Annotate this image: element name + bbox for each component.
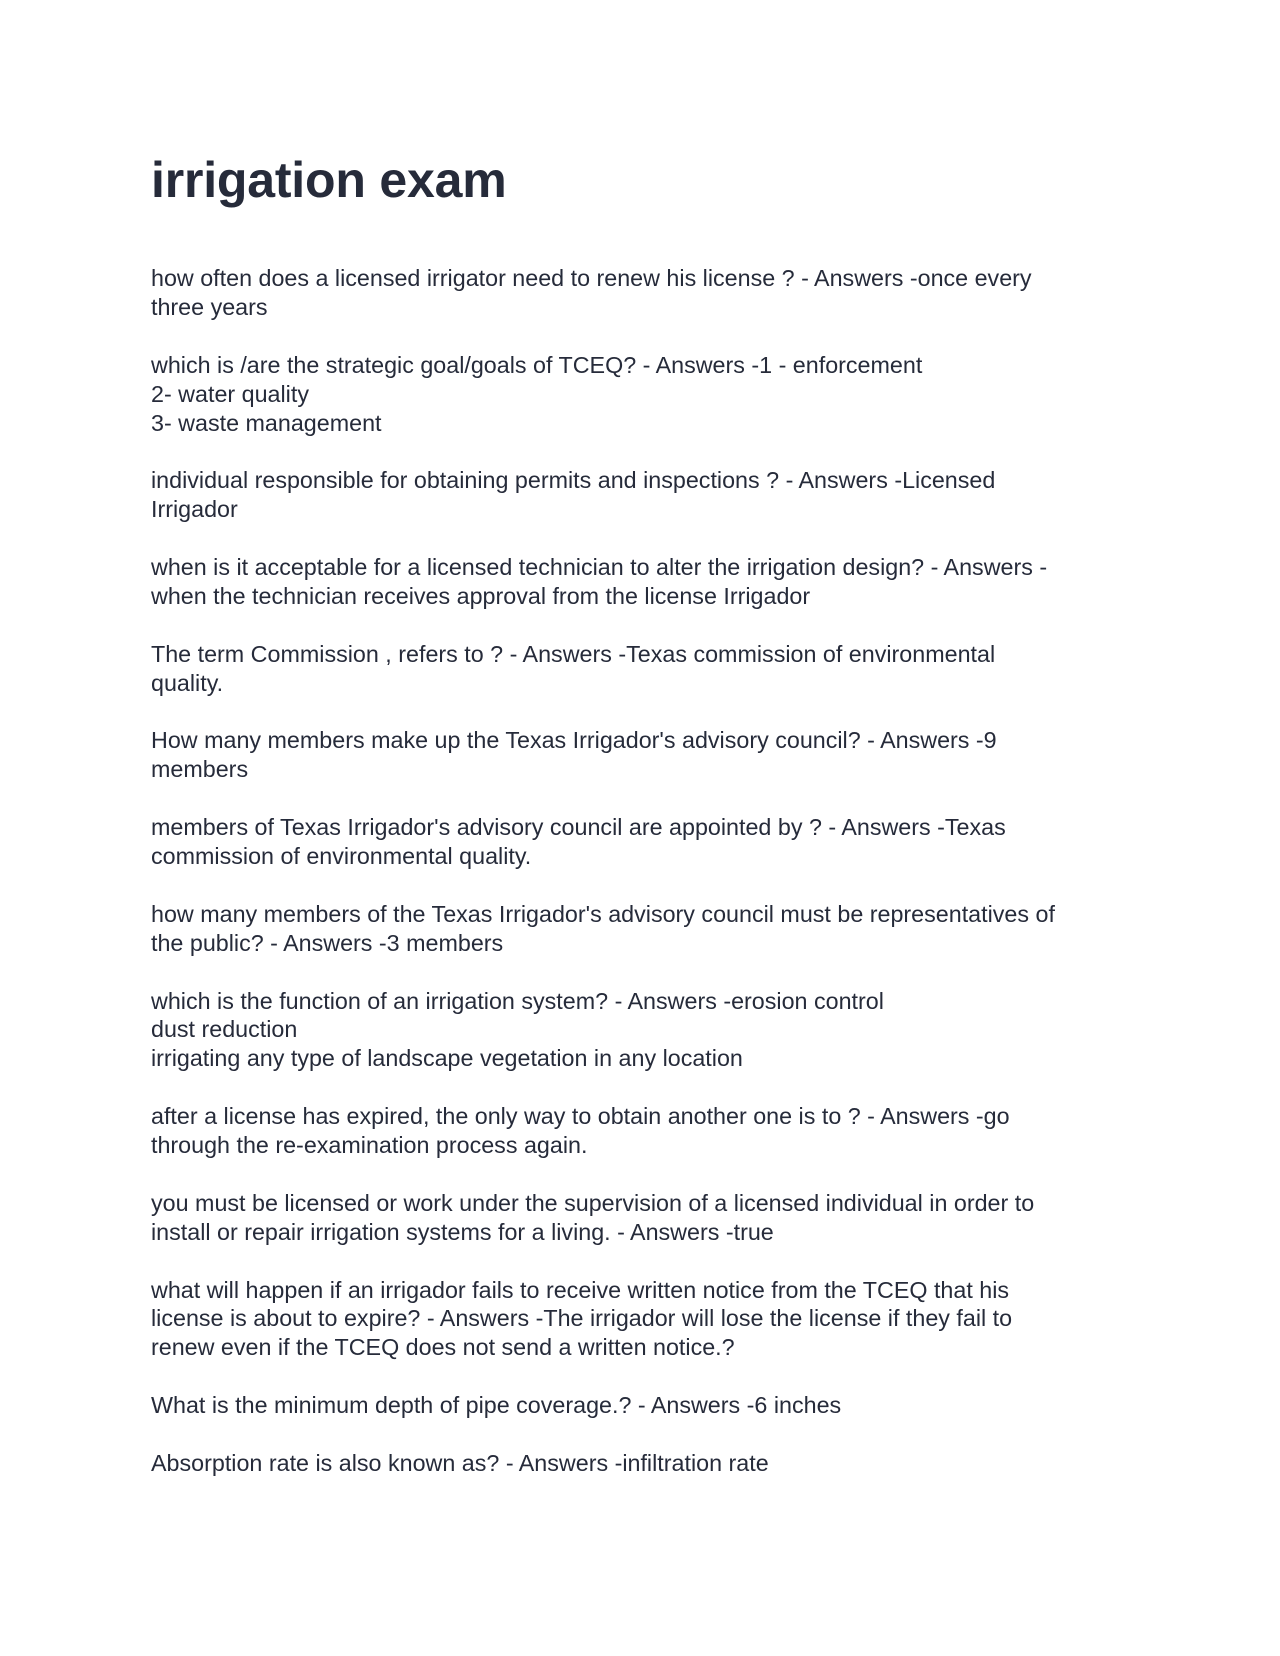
page-title: irrigation exam (151, 152, 507, 208)
qa-item-11: you must be licensed or work under the supervision of a licensed individual in order to install or repair irrigation systems for a living. - Answers -true (151, 1189, 1035, 1245)
qa-item-8: how many members of the Texas Irrigador's advisory council must be representatives of the public? - Answers -3 members (151, 900, 1055, 956)
qa-item-2: which is /are the strategic goal/goals of TCEQ? - Answers -1 - enforcement 2- water quality 3- waste management (151, 351, 923, 436)
qa-item-5: The term Commission , refers to ? - Answers -Texas commission of environmental quality. (151, 640, 996, 696)
qa-item-9: which is the function of an irrigation system? - Answers -erosion control dust reduction irrigating any type of landscape vegetation in any location (151, 987, 884, 1072)
qa-item-1: how often does a licensed irrigator need to renew his license ? - Answers -once every three years (151, 265, 1032, 320)
qa-item-4: when is it acceptable for a licensed technician to alter the irrigation design? - Answers - when the technician receives approval from the license Irrigador (151, 554, 1048, 609)
qa-item-7: members of Texas Irrigador's advisory council are appointed by ? - Answers -Texas commission of environmental quality. (151, 814, 1006, 870)
qa-item-6: How many members make up the Texas Irrigador's advisory council? - Answers -9 members (151, 727, 997, 783)
qa-item-13: What is the minimum depth of pipe coverage.? - Answers -6 inches (151, 1392, 842, 1419)
qa-list (151, 264, 1141, 1507)
qa-item-12: what will happen if an irrigador fails to receive written notice from the TCEQ that his license is about to expire? - Answers -The irrigador will lose the license if they fail to renew even if the TCEQ does not send a written notice.? (151, 1276, 1013, 1361)
qa-item-10: after a license has expired, the only way to obtain another one is to ? - Answers -go through the re-examination process again. (151, 1103, 1010, 1159)
qa-item-3: individual responsible for obtaining permits and inspections ? - Answers -Licensed Irrigador (151, 467, 996, 523)
qa-item-14: Absorption rate is also known as? - Answers -infiltration rate (151, 1449, 769, 1476)
